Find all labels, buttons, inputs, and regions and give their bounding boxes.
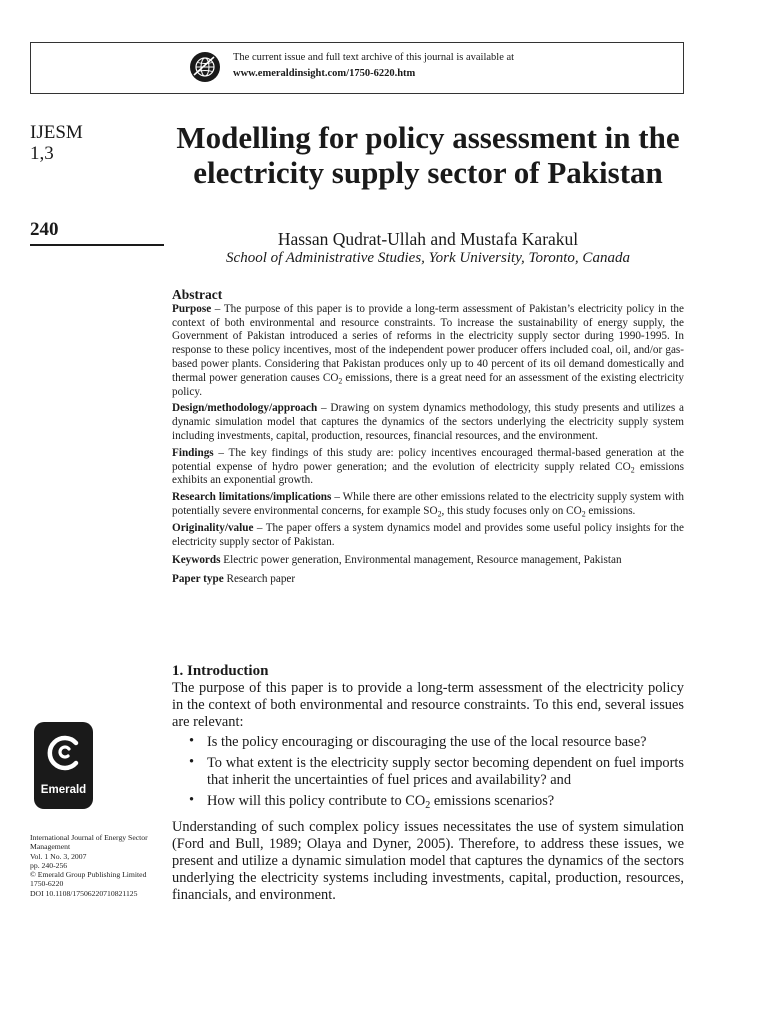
author-affiliation: School of Administrative Studies, York University, Toronto, Canada <box>226 250 630 266</box>
findings-text-tail: emissions exhibits an exponential growth. <box>172 460 684 487</box>
limitations-text-mid: , this study focuses only on CO <box>441 504 582 517</box>
abstract-paper-type <box>172 573 684 587</box>
bullet-text: To what extent is the electricity supply sector becoming dependent on fuel imports that inherit the uncertainties of fuel prices and availability? and <box>207 755 684 788</box>
citation-pages: pp. 240-256 <box>30 860 68 870</box>
citation-info <box>30 833 170 898</box>
journal-volume: 1,3 <box>30 143 54 164</box>
bullet: • <box>189 733 195 749</box>
keywords-label: Keywords <box>172 554 221 567</box>
citation-issn: 1750-6220 <box>30 879 64 889</box>
paper-type-text: Research paper <box>223 573 296 586</box>
design-label: Design/methodology/approach <box>172 402 318 415</box>
list-item <box>172 755 684 789</box>
page-number-rule <box>30 244 164 246</box>
intro-paragraph-2: Understanding of such complex policy issues necessitates the use of system simulation (Ford and Bull, 1989; Olaya and Dyner, 2005). Therefore, to address these issues, we present and utilize a dynamic simulation model that captures the dynamics of the sectors underlying the electricity systems including investments, capital, production, resources, financials, and environment. <box>172 819 684 903</box>
archive-notice-text: The current issue and full text archive of this journal is available at <box>233 52 515 63</box>
keywords-text: Electric power generation, Environmental management, Resource management, Pakistan <box>220 554 622 567</box>
findings-text: – The key findings of this study are: policy incentives encouraged thermal-based generation at the potential expense of hydro power generation; and the evolution of electricity supply related CO <box>172 446 684 473</box>
originality-label: Originality/value <box>172 521 254 534</box>
originality-text: – The paper offers a system dynamics model and provides some useful policy insights for the electricity supply sector of Pakistan. <box>172 521 684 548</box>
design-text: – Drawing on system dynamics methodology, this study presents and utilizes a dynamic simulation model that captures the dynamics of the sectors underlying the electricity supply system including investments, capital, production, resources, financial resources, and the environment. <box>172 402 684 442</box>
abstract-purpose <box>172 303 684 400</box>
abstract-section <box>172 288 684 590</box>
limitations-text: – While there are other emissions related to the electricity supply system with potentially severe environmental concerns, for example SO <box>172 491 684 517</box>
list-item <box>172 734 684 751</box>
citation-doi: DOI 10.1108/17506220710821125 <box>30 888 138 898</box>
journal-abbreviation <box>30 122 83 164</box>
bullet-text: How will this policy contribute to CO <box>207 793 426 809</box>
intro-bullet-list <box>172 734 684 810</box>
emerald-swirl-icon <box>43 730 84 780</box>
intro-paragraph-1: The purpose of this paper is to provide a long-term assessment of the electricity policy in the context of both environmental and resource constraints. To this end, several issues are relevant: <box>172 680 684 730</box>
purpose-text-tail: emissions, there is a great need for an assessment of the existing electricity policy. <box>172 371 684 398</box>
article-authors: Hassan Qudrat-Ullah and Mustafa Karakul <box>277 229 579 249</box>
purpose-text: – The purpose of this paper is to provide a long-term assessment of Pakistan’s electricity policy in the context of both environmental and resource constraints. To increase the sustainability of energy supply, the Government of Pakistan introduced a series of reforms in the electricity supply sector during 1990-1995. In response to these policy incentives, most of the independent power producer offers included coal, oil, and/or gas-based power plants. Considering that Pakistan produces only up to 40 percent of its oil demand domestically and thermal power generation causes CO <box>172 302 684 384</box>
citation-publisher: © Emerald Group Publishing Limited <box>30 870 147 880</box>
findings-label: Findings <box>172 446 214 459</box>
subscript: 2 <box>581 509 586 519</box>
emerald-logo <box>34 722 93 809</box>
journal-abbr-text: IJESM <box>30 122 83 143</box>
abstract-originality <box>172 522 684 550</box>
abstract-keywords <box>172 554 684 568</box>
article-title: Modelling for policy assessment in the electricity supply sector of Pakistan <box>176 120 680 190</box>
subscript: 2 <box>338 376 343 386</box>
abstract-design <box>172 402 684 443</box>
introduction-heading: 1. Introduction <box>172 663 269 679</box>
citation-journal: International Journal of Energy Sector Management <box>30 833 148 852</box>
abstract-limitations <box>172 491 684 519</box>
subscript: 2 <box>630 464 635 474</box>
archive-url-link[interactable]: www.emeraldinsight.com/1750-6220.htm <box>233 68 416 79</box>
introduction-body <box>172 680 684 904</box>
bullet: • <box>189 754 195 770</box>
globe-icon <box>189 51 221 83</box>
citation-volume: Vol. 1 No. 3, 2007 <box>30 851 87 861</box>
page-number: 240 <box>30 219 59 240</box>
list-item <box>172 793 684 810</box>
subscript: 2 <box>437 509 442 519</box>
bullet-text: Is the policy encouraging or discouraging the use of the local resource base? <box>207 734 647 750</box>
limitations-label: Research limitations/implications <box>172 491 332 504</box>
bullet: • <box>189 792 195 808</box>
journal-archive-notice <box>30 42 684 94</box>
abstract-heading: Abstract <box>172 287 223 302</box>
subscript: 2 <box>425 800 431 812</box>
limitations-text-tail: emissions. <box>585 504 636 517</box>
paper-type-label: Paper type <box>172 573 224 586</box>
abstract-findings <box>172 447 684 488</box>
purpose-label: Purpose <box>172 302 212 315</box>
emerald-logo-text: Emerald <box>40 784 87 796</box>
bullet-text-tail: emissions scenarios? <box>430 793 555 809</box>
